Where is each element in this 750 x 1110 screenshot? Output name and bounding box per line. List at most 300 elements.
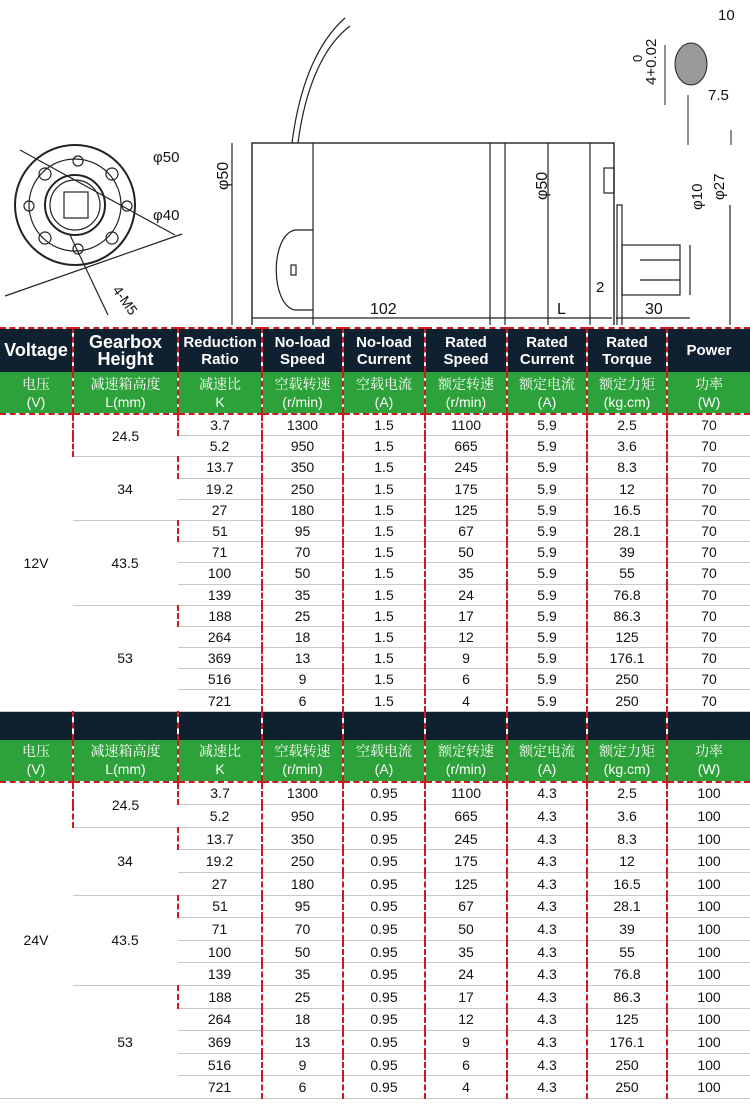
- header-cn-unit: (kg.cm): [603, 761, 651, 778]
- no-load-speed-cell: 950: [262, 805, 343, 828]
- reduction-ratio-cell: 71: [178, 918, 262, 941]
- rated-torque-cell: 2.5: [587, 782, 667, 805]
- reduction-ratio-cell: 516: [178, 669, 262, 690]
- header-cn-unit: (A): [374, 393, 394, 410]
- reduction-ratio-cell: 27: [178, 499, 262, 520]
- header-cn-label: 空载转速: [274, 375, 331, 392]
- header-row-cn: [0, 372, 750, 414]
- rated-speed-cell: 35: [425, 940, 507, 963]
- rated-torque-cell: 16.5: [587, 499, 667, 520]
- reduction-ratio-cell: 19.2: [178, 478, 262, 499]
- band-cell: [587, 711, 667, 740]
- rated-speed-cell: 67: [425, 895, 507, 918]
- rated-speed-cell: 6: [425, 1053, 507, 1076]
- header-cn-gearbox-height: [73, 372, 178, 414]
- no-load-current-cell: 1.5: [343, 520, 425, 541]
- header-cn-unit: (A): [537, 761, 557, 778]
- power-cell: 100: [667, 918, 750, 941]
- no-load-current-cell: 0.95: [343, 963, 425, 986]
- rated-speed-cell: 67: [425, 520, 507, 541]
- reduction-ratio-cell: 264: [178, 626, 262, 647]
- header-cn-unit: K: [215, 761, 225, 778]
- rated-current-cell: 5.9: [507, 584, 587, 605]
- header-gearbox-height: Gearbox Height: [73, 328, 178, 372]
- power-cell: 70: [667, 584, 750, 605]
- header-cn-unit: (A): [537, 393, 557, 410]
- no-load-current-cell: 1.5: [343, 563, 425, 584]
- rated-speed-cell: 12: [425, 626, 507, 647]
- reduction-ratio-cell: 369: [178, 1031, 262, 1054]
- dim-flat-tolerance: 4+0.02: [643, 38, 660, 85]
- rated-current-cell: 4.3: [507, 805, 587, 828]
- no-load-speed-cell: 950: [262, 436, 343, 457]
- power-cell: 70: [667, 690, 750, 711]
- rated-speed-cell: 665: [425, 436, 507, 457]
- no-load-current-cell: 0.95: [343, 1076, 425, 1099]
- header-row-cn: [0, 740, 750, 782]
- reduction-ratio-cell: 51: [178, 520, 262, 541]
- reduction-ratio-cell: 188: [178, 985, 262, 1008]
- rated-torque-cell: 28.1: [587, 520, 667, 541]
- power-cell: 100: [667, 1076, 750, 1099]
- dim-front-outer: φ50: [153, 149, 180, 166]
- no-load-speed-cell: 95: [262, 520, 343, 541]
- rated-current-cell: 4.3: [507, 1031, 587, 1054]
- reduction-ratio-cell: 3.7: [178, 414, 262, 436]
- reduction-ratio-cell: 13.7: [178, 457, 262, 478]
- no-load-speed-cell: 13: [262, 1031, 343, 1054]
- rated-current-cell: 5.9: [507, 499, 587, 520]
- rated-speed-cell: 125: [425, 499, 507, 520]
- rated-current-cell: 5.9: [507, 690, 587, 711]
- rated-torque-cell: 3.6: [587, 436, 667, 457]
- reduction-ratio-cell: 139: [178, 963, 262, 986]
- rated-torque-cell: 250: [587, 1076, 667, 1099]
- rated-torque-cell: 12: [587, 478, 667, 499]
- no-load-current-cell: 0.95: [343, 873, 425, 896]
- rated-torque-cell: 16.5: [587, 873, 667, 896]
- reduction-ratio-cell: 188: [178, 605, 262, 626]
- power-cell: 100: [667, 873, 750, 896]
- rated-speed-cell: 125: [425, 873, 507, 896]
- header-cn-unit: (kg.cm): [603, 393, 651, 410]
- dim-boss-dia: φ27: [711, 173, 728, 200]
- table-row: [0, 895, 750, 918]
- no-load-current-cell: 1.5: [343, 648, 425, 669]
- power-cell: 70: [667, 499, 750, 520]
- no-load-speed-cell: 9: [262, 1053, 343, 1076]
- rated-current-cell: 4.3: [507, 963, 587, 986]
- power-cell: 70: [667, 563, 750, 584]
- header-cn-label: 额定力矩: [599, 743, 655, 760]
- rated-current-cell: 5.9: [507, 457, 587, 478]
- rated-torque-cell: 3.6: [587, 805, 667, 828]
- header-cn-rated-current: [507, 372, 587, 414]
- no-load-current-cell: 1.5: [343, 478, 425, 499]
- header-cn-no-load-current: [343, 740, 425, 782]
- gearbox-height-cell: 43.5: [73, 895, 178, 985]
- no-load-speed-cell: 180: [262, 873, 343, 896]
- rated-torque-cell: 125: [587, 626, 667, 647]
- dim-flat-tolerance-zero: 0: [630, 54, 645, 62]
- band-cell: [0, 711, 73, 740]
- separator-band: [0, 711, 750, 740]
- band-cell: [343, 711, 425, 740]
- rated-current-cell: 4.3: [507, 827, 587, 850]
- dim-motor-length: 102: [370, 301, 397, 318]
- no-load-current-cell: 1.5: [343, 499, 425, 520]
- header-voltage: Voltage: [0, 328, 73, 372]
- header-cn-rated-torque: [587, 740, 667, 782]
- no-load-speed-cell: 70: [262, 542, 343, 563]
- power-cell: 100: [667, 985, 750, 1008]
- no-load-current-cell: 1.5: [343, 457, 425, 478]
- no-load-speed-cell: 25: [262, 985, 343, 1008]
- header-cn-rated-speed: [425, 740, 507, 782]
- header-cn-no-load-current: [343, 372, 425, 414]
- power-cell: 100: [667, 827, 750, 850]
- header-rated-torque: Rated Torque: [587, 328, 667, 372]
- rated-current-cell: 5.9: [507, 563, 587, 584]
- header-power: Power: [667, 328, 750, 372]
- power-cell: 100: [667, 782, 750, 805]
- rated-speed-cell: 665: [425, 805, 507, 828]
- no-load-current-cell: 0.95: [343, 1031, 425, 1054]
- power-cell: 70: [667, 626, 750, 647]
- rated-torque-cell: 55: [587, 563, 667, 584]
- no-load-current-cell: 0.95: [343, 1008, 425, 1031]
- band-cell: [425, 711, 507, 740]
- no-load-current-cell: 1.5: [343, 669, 425, 690]
- table-row: [0, 827, 750, 850]
- header-cn-reduction-ratio: [178, 372, 262, 414]
- rated-speed-cell: 1100: [425, 782, 507, 805]
- rated-torque-cell: 250: [587, 669, 667, 690]
- no-load-current-cell: 1.5: [343, 690, 425, 711]
- rated-current-cell: 4.3: [507, 782, 587, 805]
- header-cn-label: 空载电流: [356, 375, 412, 392]
- reduction-ratio-cell: 369: [178, 648, 262, 669]
- dim-shaft-length: 30: [645, 301, 663, 318]
- header-cn-label: 额定力矩: [599, 375, 655, 392]
- header-cn-unit: (A): [374, 761, 394, 778]
- no-load-current-cell: 0.95: [343, 940, 425, 963]
- rated-current-cell: 5.9: [507, 542, 587, 563]
- rated-current-cell: 5.9: [507, 436, 587, 457]
- header-cn-no-load-speed: [262, 740, 343, 782]
- no-load-speed-cell: 250: [262, 850, 343, 873]
- no-load-speed-cell: 35: [262, 584, 343, 605]
- power-cell: 100: [667, 1031, 750, 1054]
- power-cell: 70: [667, 457, 750, 478]
- rated-current-cell: 5.9: [507, 626, 587, 647]
- no-load-speed-cell: 1300: [262, 414, 343, 436]
- header-rated-speed: Rated Speed: [425, 328, 507, 372]
- no-load-speed-cell: 25: [262, 605, 343, 626]
- rated-speed-cell: 9: [425, 1031, 507, 1054]
- power-cell: 70: [667, 436, 750, 457]
- dim-body-dia: φ50: [215, 161, 232, 190]
- rated-speed-cell: 6: [425, 669, 507, 690]
- gearbox-height-cell: 53: [73, 985, 178, 1098]
- no-load-speed-cell: 18: [262, 1008, 343, 1031]
- rated-torque-cell: 176.1: [587, 1031, 667, 1054]
- rated-current-cell: 5.9: [507, 669, 587, 690]
- reduction-ratio-cell: 139: [178, 584, 262, 605]
- rated-torque-cell: 39: [587, 918, 667, 941]
- rated-torque-cell: 250: [587, 690, 667, 711]
- table-row: [0, 985, 750, 1008]
- no-load-speed-cell: 250: [262, 478, 343, 499]
- power-cell: 70: [667, 414, 750, 436]
- header-cn-gearbox-height: [73, 740, 178, 782]
- table-row: [0, 520, 750, 541]
- gearbox-height-cell: 24.5: [73, 782, 178, 828]
- no-load-speed-cell: 18: [262, 626, 343, 647]
- no-load-current-cell: 1.5: [343, 605, 425, 626]
- rated-torque-cell: 76.8: [587, 963, 667, 986]
- reduction-ratio-cell: 264: [178, 1008, 262, 1031]
- no-load-current-cell: 0.95: [343, 895, 425, 918]
- motor-dimension-drawing: [0, 0, 750, 325]
- rated-torque-cell: 28.1: [587, 895, 667, 918]
- voltage-cell: 12V: [0, 414, 73, 711]
- gearbox-height-cell: 43.5: [73, 520, 178, 605]
- header-cn-rated-torque: [587, 372, 667, 414]
- header-cn-unit: L(mm): [105, 761, 146, 778]
- no-load-current-cell: 0.95: [343, 1053, 425, 1076]
- rated-torque-cell: 2.5: [587, 414, 667, 436]
- no-load-speed-cell: 1300: [262, 782, 343, 805]
- rated-current-cell: 5.9: [507, 414, 587, 436]
- header-no-load-current: No-load Current: [343, 328, 425, 372]
- header-cn-label: 空载转速: [274, 743, 331, 760]
- no-load-current-cell: 0.95: [343, 985, 425, 1008]
- header-cn-unit: (V): [26, 761, 46, 778]
- header-cn-power: [667, 740, 750, 782]
- gearbox-height-cell: 53: [73, 605, 178, 711]
- header-cn-rated-speed: [425, 372, 507, 414]
- reduction-ratio-cell: 27: [178, 873, 262, 896]
- band-cell: [73, 711, 178, 740]
- power-cell: 100: [667, 850, 750, 873]
- power-cell: 70: [667, 669, 750, 690]
- rated-torque-cell: 8.3: [587, 827, 667, 850]
- rated-torque-cell: 55: [587, 940, 667, 963]
- header-cn-unit: K: [215, 393, 225, 410]
- gearbox-height-cell: 34: [73, 457, 178, 521]
- no-load-current-cell: 1.5: [343, 584, 425, 605]
- header-cn-unit: (r/min): [445, 761, 487, 778]
- rated-speed-cell: 9: [425, 648, 507, 669]
- header-reduction-ratio: Reduction Ratio: [178, 328, 262, 372]
- header-cn-unit: (r/min): [445, 393, 487, 410]
- rated-speed-cell: 24: [425, 584, 507, 605]
- rated-speed-cell: 17: [425, 605, 507, 626]
- header-cn-unit: L(mm): [105, 393, 146, 410]
- rated-torque-cell: 86.3: [587, 985, 667, 1008]
- rated-current-cell: 5.9: [507, 478, 587, 499]
- rated-speed-cell: 175: [425, 850, 507, 873]
- header-cn-rated-current: [507, 740, 587, 782]
- no-load-current-cell: 0.95: [343, 782, 425, 805]
- header-cn-reduction-ratio: [178, 740, 262, 782]
- no-load-current-cell: 0.95: [343, 805, 425, 828]
- no-load-current-cell: 0.95: [343, 827, 425, 850]
- header-row-en: [0, 328, 750, 372]
- header-no-load-speed: No-load Speed: [262, 328, 343, 372]
- rated-current-cell: 4.3: [507, 895, 587, 918]
- header-cn-voltage: [0, 740, 73, 782]
- no-load-speed-cell: 180: [262, 499, 343, 520]
- rated-speed-cell: 24: [425, 963, 507, 986]
- no-load-current-cell: 0.95: [343, 850, 425, 873]
- rated-speed-cell: 1100: [425, 414, 507, 436]
- band-cell: [667, 711, 750, 740]
- power-cell: 70: [667, 542, 750, 563]
- power-cell: 100: [667, 963, 750, 986]
- rated-torque-cell: 39: [587, 542, 667, 563]
- rated-speed-cell: 35: [425, 563, 507, 584]
- motor-spec-table: [0, 327, 750, 1099]
- table-row: [0, 605, 750, 626]
- no-load-current-cell: 1.5: [343, 436, 425, 457]
- header-cn-label: 额定电流: [519, 743, 575, 760]
- power-cell: 70: [667, 605, 750, 626]
- reduction-ratio-cell: 71: [178, 542, 262, 563]
- power-cell: 100: [667, 1053, 750, 1076]
- reduction-ratio-cell: 100: [178, 940, 262, 963]
- rated-current-cell: 5.9: [507, 605, 587, 626]
- rated-torque-cell: 86.3: [587, 605, 667, 626]
- no-load-speed-cell: 50: [262, 940, 343, 963]
- power-cell: 70: [667, 478, 750, 499]
- table-row: [0, 414, 750, 436]
- power-cell: 100: [667, 895, 750, 918]
- dim-flat-width: 10: [718, 7, 735, 24]
- reduction-ratio-cell: 19.2: [178, 850, 262, 873]
- rated-current-cell: 4.3: [507, 850, 587, 873]
- header-cn-label: 额定转速: [438, 375, 494, 392]
- header-cn-voltage: [0, 372, 73, 414]
- voltage-cell: 24V: [0, 782, 73, 1099]
- header-cn-label: 空载电流: [356, 743, 412, 760]
- no-load-current-cell: 1.5: [343, 414, 425, 436]
- reduction-ratio-cell: 13.7: [178, 827, 262, 850]
- reduction-ratio-cell: 3.7: [178, 782, 262, 805]
- band-cell: [507, 711, 587, 740]
- rated-speed-cell: 12: [425, 1008, 507, 1031]
- header-cn-unit: (W): [697, 393, 721, 410]
- no-load-speed-cell: 35: [262, 963, 343, 986]
- no-load-speed-cell: 6: [262, 690, 343, 711]
- dim-flat-depth: 7.5: [708, 87, 729, 104]
- header-cn-label: 电压: [22, 743, 50, 760]
- reduction-ratio-cell: 721: [178, 690, 262, 711]
- header-rated-current: Rated Current: [507, 328, 587, 372]
- table-row: [0, 457, 750, 478]
- reduction-ratio-cell: 5.2: [178, 805, 262, 828]
- reduction-ratio-cell: 516: [178, 1053, 262, 1076]
- rated-torque-cell: 250: [587, 1053, 667, 1076]
- header-cn-label: 功率: [695, 375, 723, 392]
- header-cn-power: [667, 372, 750, 414]
- dim-front-inner: φ40: [153, 207, 180, 224]
- no-load-speed-cell: 95: [262, 895, 343, 918]
- band-cell: [178, 711, 262, 740]
- rated-speed-cell: 245: [425, 827, 507, 850]
- rated-current-cell: 5.9: [507, 520, 587, 541]
- power-cell: 100: [667, 805, 750, 828]
- header-cn-label: 电压: [22, 375, 50, 392]
- no-load-speed-cell: 50: [262, 563, 343, 584]
- rated-current-cell: 4.3: [507, 873, 587, 896]
- rated-torque-cell: 176.1: [587, 648, 667, 669]
- rated-current-cell: 4.3: [507, 1053, 587, 1076]
- header-cn-label: 减速比: [199, 743, 241, 760]
- power-cell: 100: [667, 940, 750, 963]
- rated-speed-cell: 50: [425, 918, 507, 941]
- reduction-ratio-cell: 51: [178, 895, 262, 918]
- rated-speed-cell: 17: [425, 985, 507, 1008]
- rated-torque-cell: 8.3: [587, 457, 667, 478]
- no-load-speed-cell: 350: [262, 457, 343, 478]
- power-cell: 70: [667, 648, 750, 669]
- header-cn-label: 额定转速: [438, 743, 494, 760]
- rated-current-cell: 4.3: [507, 940, 587, 963]
- no-load-current-cell: 0.95: [343, 918, 425, 941]
- dim-screws: 4-M5: [109, 282, 141, 318]
- header-cn-no-load-speed: [262, 372, 343, 414]
- gearbox-height-cell: 34: [73, 827, 178, 895]
- front-view: [5, 145, 182, 315]
- rated-speed-cell: 50: [425, 542, 507, 563]
- header-cn-unit: (r/min): [282, 761, 323, 778]
- rated-current-cell: 4.3: [507, 1008, 587, 1031]
- band-cell: [262, 711, 343, 740]
- rated-speed-cell: 245: [425, 457, 507, 478]
- dim-gear-dia: φ50: [534, 171, 551, 200]
- dim-flange: 2: [596, 279, 605, 296]
- gearbox-height-cell: 24.5: [73, 414, 178, 457]
- no-load-speed-cell: 70: [262, 918, 343, 941]
- no-load-speed-cell: 6: [262, 1076, 343, 1099]
- power-cell: 70: [667, 520, 750, 541]
- header-cn-label: 减速箱高度: [90, 375, 161, 392]
- no-load-speed-cell: 13: [262, 648, 343, 669]
- no-load-current-cell: 1.5: [343, 542, 425, 563]
- header-cn-label: 减速箱高度: [90, 743, 161, 760]
- reduction-ratio-cell: 721: [178, 1076, 262, 1099]
- no-load-speed-cell: 9: [262, 669, 343, 690]
- power-cell: 100: [667, 1008, 750, 1031]
- header-cn-label: 功率: [695, 743, 723, 760]
- header-cn-unit: (W): [697, 761, 721, 778]
- rated-current-cell: 5.9: [507, 648, 587, 669]
- rated-torque-cell: 12: [587, 850, 667, 873]
- table-row: [0, 782, 750, 805]
- rated-current-cell: 4.3: [507, 918, 587, 941]
- rated-speed-cell: 4: [425, 1076, 507, 1099]
- rated-speed-cell: 4: [425, 690, 507, 711]
- no-load-speed-cell: 350: [262, 827, 343, 850]
- rated-current-cell: 4.3: [507, 985, 587, 1008]
- rated-speed-cell: 175: [425, 478, 507, 499]
- reduction-ratio-cell: 100: [178, 563, 262, 584]
- header-cn-unit: (r/min): [282, 393, 323, 410]
- reduction-ratio-cell: 5.2: [178, 436, 262, 457]
- header-cn-label: 额定电流: [519, 375, 575, 392]
